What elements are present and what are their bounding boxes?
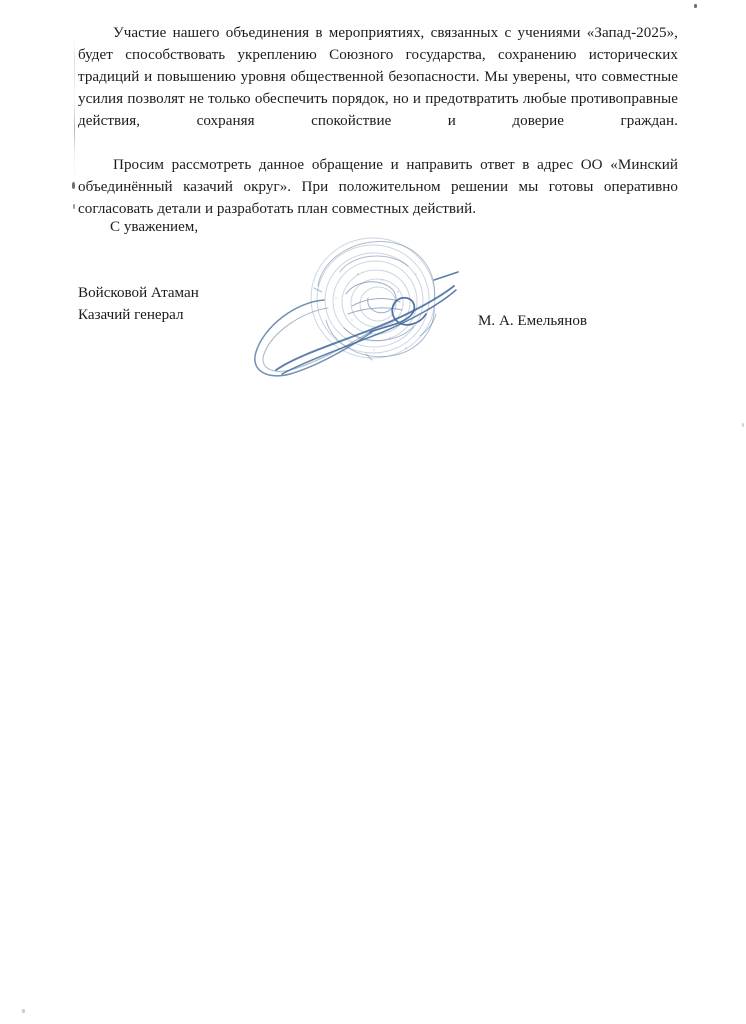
letter-body bbox=[78, 22, 678, 220]
signature-titles bbox=[78, 282, 199, 326]
paragraph-2: Просим рассмотреть данное обращение и направить ответ в адрес ОО «Минский объединённый казачий округ». При положительном решении мы готовы оперативно согласовать детали и разработать план совместных действий. bbox=[78, 157, 678, 217]
scan-edge-streak bbox=[74, 36, 75, 186]
scan-speck bbox=[72, 182, 75, 189]
scan-speck bbox=[22, 1009, 25, 1013]
signer-name: М. А. Емельянов bbox=[478, 313, 587, 329]
signature-title-line-2: Казачий генерал bbox=[78, 307, 184, 323]
closing-salutation: С уважением, bbox=[110, 219, 199, 235]
paragraph-1: Участие нашего объединения в мероприятиях, связанных с учениями «Запад-2025», будет способствовать укреплению Союзного государства, сохранению исторических традиций и повышению уровня общественной безопасности. Мы уверены, что совместные усилия позволят не только обеспечить порядок, но и предотвратить любые противоправные действия, сохраняя спокойствие и доверие граждан. bbox=[78, 25, 678, 129]
scan-speck bbox=[73, 204, 75, 209]
scan-speck bbox=[694, 4, 697, 8]
signature-title-line-1: Войсковой Атаман bbox=[78, 285, 199, 301]
handwritten-signature-icon bbox=[248, 228, 478, 383]
scan-speck bbox=[742, 423, 744, 427]
